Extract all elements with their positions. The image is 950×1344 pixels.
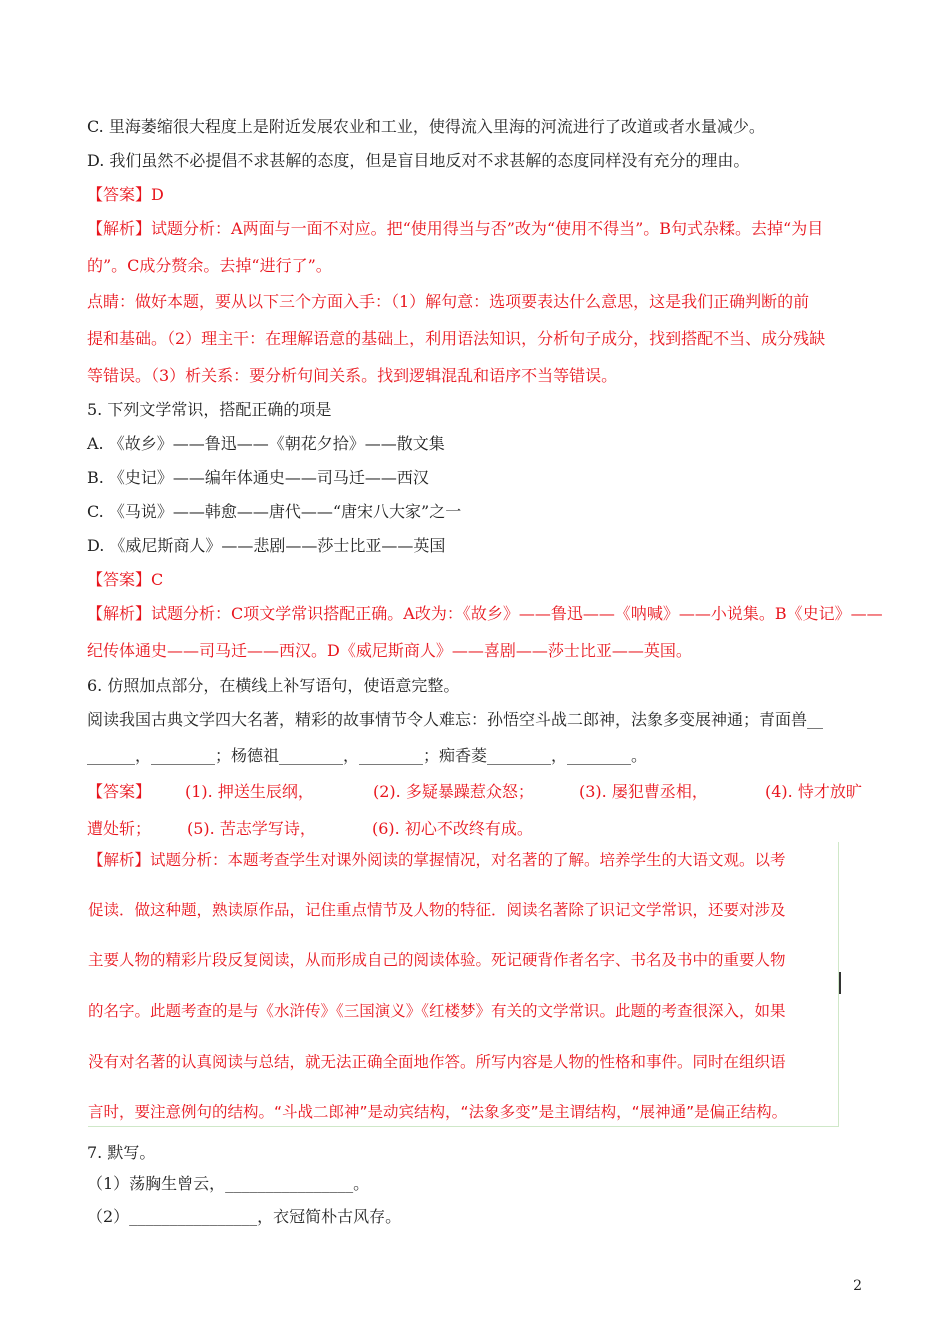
q7-item-1: （1）荡胸生曾云，________________。 <box>87 1174 370 1193</box>
q4-tip-line-3: 等错误。（3）析关系：要分析句间关系。找到逻辑混乱和语序不当等错误。 <box>87 366 618 385</box>
q6-answer-line-2 <box>87 819 870 839</box>
q5-option-c: C. 《马说》——韩愈——唐代——“唐宋八大家”之一 <box>87 502 462 521</box>
q6-passage-line-1: 阅读我国古典文学四大名著，精彩的故事情节令人难忘：孙悟空斗战二郎神，法象多变展神通；青面兽__ <box>87 710 824 729</box>
q4-option-c: C. 里海萎缩很大程度上是附近发展农业和工业，使得流入里海的河流进行了改道或者水量减少。 <box>87 117 765 136</box>
answer-item-5: (5). 苦志学写诗， <box>187 819 316 838</box>
q5-stem: 5. 下列文学常识，搭配正确的项是 <box>87 400 332 419</box>
analysis-tag: 【解析】 <box>87 219 152 238</box>
q6-analysis-scanned-block <box>88 842 839 1127</box>
answer-item-3: (3). 屡犯曹丞相， <box>579 782 708 801</box>
q5-option-a: A. 《故乡》——鲁迅——《朝花夕拾》——散文集 <box>87 434 445 453</box>
q5-option-b: B. 《史记》——编年体通史——司马迁——西汉 <box>87 468 429 487</box>
scan-line-5: 没有对名著的认真阅读与总结，就无法正确全面地作答。所写内容是人物的性格和事件。同时在组织语 <box>88 1053 786 1071</box>
q5-analysis-line-1 <box>87 604 883 624</box>
answer-item-6: (6). 初心不改终有成。 <box>372 819 533 838</box>
scan-line-6: 言时，要注意例句的结构。“斗战二郎神”是动宾结构，“法象多变”是主谓结构，“展神通”是偏正结构。 <box>88 1103 788 1121</box>
answer-item-4: (4). 恃才放旷 <box>765 782 862 801</box>
scan-line-4: 的名字。此题考查的是与《水浒传》《三国演义》《红楼梦》有关的文学常识。此题的考查很深入，如果 <box>88 1002 786 1020</box>
analysis-tag: 【解析】 <box>87 604 152 623</box>
q4-option-d: D. 我们虽然不必提倡不求甚解的态度，但是盲目地反对不求甚解的态度同样没有充分的理由。 <box>87 151 750 170</box>
page-number: 2 <box>853 1278 862 1294</box>
answer-tag: 【答案】 <box>87 782 152 801</box>
q6-answer-line-1 <box>87 782 870 802</box>
q5-analysis-line-2: 纪传体通史——司马迁——西汉。D《威尼斯商人》——喜剧——莎士比亚——英国。 <box>87 641 692 660</box>
answer-value: C <box>151 570 164 589</box>
scan-line-2: 促读．做这种题，熟读原作品，记住重点情节及人物的特征．阅读名著除了识记文学常识，还要对涉及 <box>88 901 786 919</box>
q6-passage-line-2: ______，________；杨德祖________，________；痴香菱________，________。 <box>87 746 648 765</box>
scan-line-3: 主要人物的精彩片段反复阅读，从而形成自己的阅读体验。死记硬背作者名字、书名及书中的重要人物 <box>88 951 786 969</box>
q4-answer <box>87 185 870 205</box>
q4-analysis-line-1 <box>87 219 870 239</box>
q7-stem: 7. 默写。 <box>87 1143 156 1162</box>
answer-item-1: (1). 押送生辰纲， <box>185 782 314 801</box>
q5-option-d: D. 《威尼斯商人》——悲剧——莎士比亚——英国 <box>87 536 446 555</box>
q7-item-2: （2）________________，衣冠简朴古风存。 <box>87 1207 402 1226</box>
q4-tip-line-1: 点睛：做好本题，要从以下三个方面入手：（1）解句意：选项要表达什么意思，这是我们正确判断的前 <box>87 292 810 311</box>
analysis-text: 试题分析：A两面与一面不对应。把“使用得当与否”改为“使用不得当”。B句式杂糅。去掉“为目 <box>151 219 824 238</box>
answer-tag: 【答案】 <box>87 185 152 204</box>
answer-value: D <box>151 185 164 204</box>
analysis-text: 试题分析：C项文学常识搭配正确。A改为：《故乡》——鲁迅——《呐喊》——小说集。B《史记》—— <box>151 604 883 623</box>
q5-answer <box>87 570 870 590</box>
answer-tag: 【答案】 <box>87 570 152 589</box>
q6-stem: 6. 仿照加点部分，在横线上补写语句，使语意完整。 <box>87 676 460 695</box>
answer-item-4-cont: 遭处斩； <box>87 819 152 838</box>
q4-analysis-line-2: 的”。C成分赘余。去掉“进行了”。 <box>87 256 332 275</box>
scan-line-1: 【解析】试题分析：本题考查学生对课外阅读的掌握情况，对名著的了解。培养学生的大语文观。以考 <box>88 851 786 869</box>
answer-item-2: (2). 多疑暴躁惹众怒； <box>373 782 534 801</box>
text-cursor <box>839 972 841 994</box>
q4-tip-line-2: 提和基础。（2）理主干：在理解语意的基础上，利用语法知识，分析句子成分，找到搭配不当、成分残缺 <box>87 329 826 348</box>
